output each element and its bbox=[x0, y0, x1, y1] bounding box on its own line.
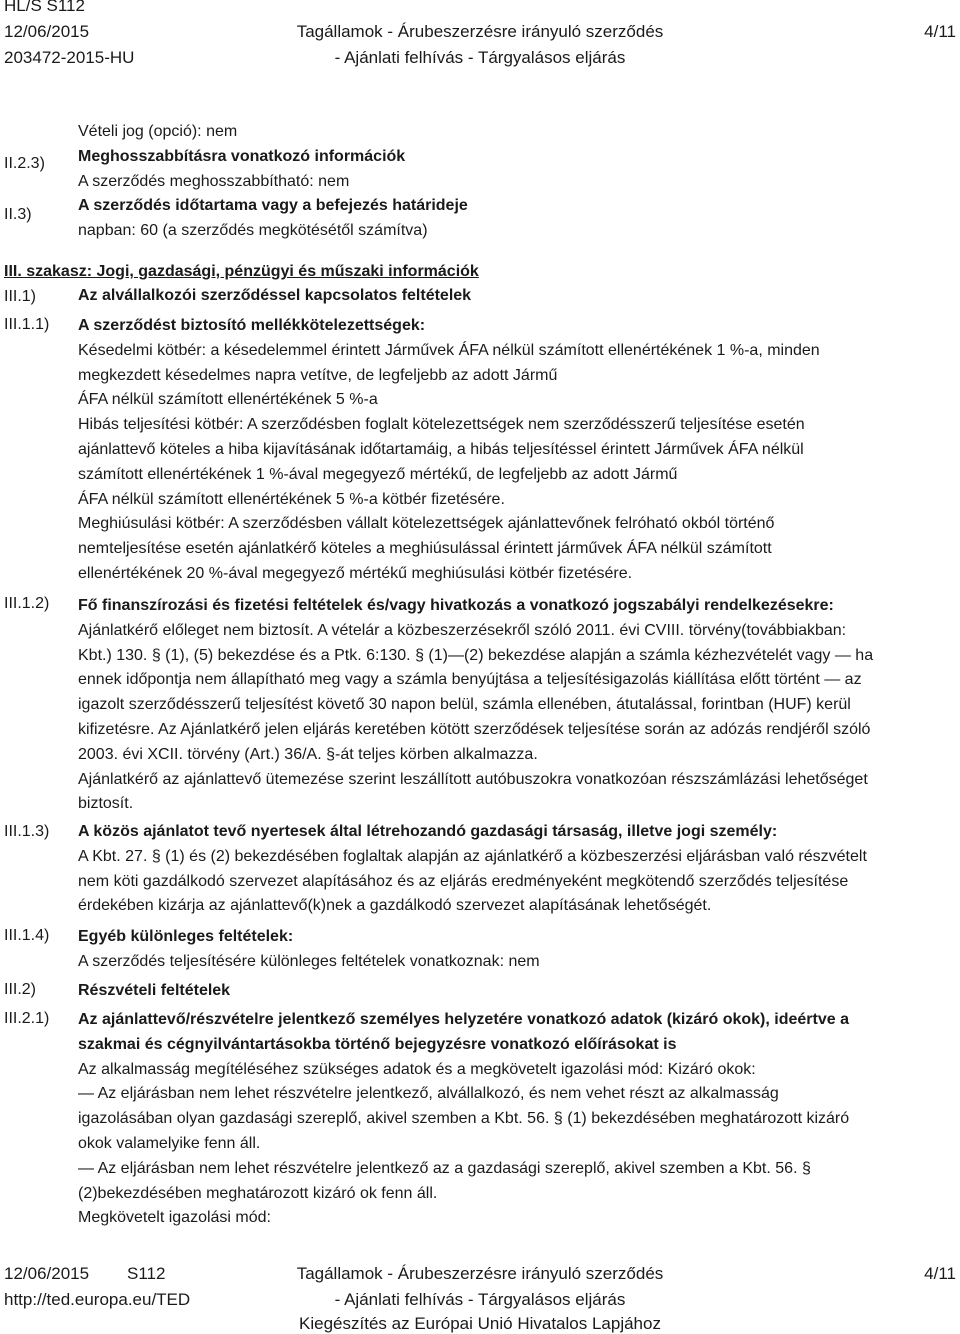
personal-situation-line: — Az eljárásban nem lehet részvételre jelentkező az a gazdasági szereplő, akivel szemben a Kbt. 56. § bbox=[78, 1159, 811, 1177]
financing-line: biztosít. bbox=[78, 795, 134, 813]
guarantee-heading: A szerződést biztosító mellékkötelezettségek: bbox=[78, 317, 426, 334]
financing-line: ennek időpontja nem állapítható meg vagy a számla benyújtása a teljesítésigazolás kiállítása előtt történt — az bbox=[78, 671, 862, 689]
footer-issue: S112 bbox=[127, 1264, 166, 1283]
header-title-line2: - Ajánlati felhívás - Tárgyalásos eljárás bbox=[334, 48, 626, 67]
personal-situation-line: Az alkalmasság megítéléséhez szükséges adatok és a megkövetelt igazolási mód: Kizáró okok: bbox=[78, 1060, 756, 1078]
financing-line: igazolt szerződésszerű teljesítést követő 30 napon belül, számla ellenében, átutalással, forintban (HUF) kerül bbox=[78, 696, 851, 714]
other-conditions-text: A szerződés teljesítésére különleges feltételek vonatkoznak: nem bbox=[78, 952, 540, 970]
footer-title-line1: Tagállamok - Árubeszerzésre irányuló szerződés bbox=[296, 1264, 664, 1283]
financing-line: Ajánlatkérő az ajánlattevő ütemezése szerint leszállított autóbuszokra vonatkozóan részszámlázási lehetőséget bbox=[78, 770, 868, 788]
section-number: II.3) bbox=[4, 206, 32, 223]
header-title-line1: Tagállamok - Árubeszerzésre irányuló szerződés bbox=[296, 22, 664, 41]
guarantee-line: ellenértékének 20 %-ával megegyező mértékű meghiúsulási kötbér fizetésére. bbox=[78, 564, 633, 582]
footer-url[interactable]: http://ted.europa.eu/TED bbox=[4, 1290, 191, 1309]
footer-date: 12/06/2015 bbox=[4, 1264, 90, 1283]
subcontract-heading: Az alvállalkozói szerződéssel kapcsolatos feltételek bbox=[78, 287, 472, 304]
personal-situation-line: (2)bekezdésében meghatározott kizáró ok fenn áll. bbox=[78, 1184, 438, 1202]
section-number: III.2.1) bbox=[4, 1010, 50, 1027]
guarantee-line: ajánlattevő köteles a hiba kijavításának időtartamáig, a hibás teljesítéssel érintett Járművek ÁFA nélkül bbox=[78, 440, 804, 458]
guarantee-line: Késedelmi kötbér: a késedelemmel érintett Járművek ÁFA nélkül számított ellenértékének 1 %-a, minden bbox=[78, 341, 820, 359]
guarantee-line: ÁFA nélkül számított ellenértékének 5 %-a bbox=[78, 391, 378, 409]
participation-heading: Részvételi feltételek bbox=[78, 982, 231, 999]
personal-situation-line: okok valamelyike fenn áll. bbox=[78, 1134, 261, 1152]
footer-page-number: 4/11 bbox=[924, 1264, 956, 1283]
doc-id: HL/S S112 bbox=[4, 0, 85, 15]
section-number: II.2.3) bbox=[4, 155, 45, 172]
financing-line: kifizetésre. Az Ajánlatkérő jelen eljárás keretében kötött szerződések teljesítése során az adózás rendjéről szóló bbox=[78, 720, 871, 738]
financing-line: Kbt.) 130. § (1), (5) bekezdése és a Ptk. 6:130. § (1)—(2) bekezdése alapján a számla kézhezvételét vagy — ha bbox=[78, 646, 874, 664]
personal-situation-line: — Az eljárásban nem lehet részvételre jelentkező, alvállalkozó, és nem vehet részt az alkalmasság bbox=[78, 1085, 779, 1103]
guarantee-line: számított ellenértékének 1 %-ával megegyező mértékű, de legfeljebb az adott Jármű bbox=[78, 465, 678, 483]
part3-heading: III. szakasz: Jogi, gazdasági, pénzügyi és műszaki információk bbox=[4, 263, 479, 280]
personal-situation-heading: szakmai és cégnyilvántartásokba történő bejegyzésre vonatkozó előírásokat is bbox=[78, 1035, 677, 1053]
guarantee-line: megkezdett késedelmes napra vetítve, de legfeljebb az adott Jármű bbox=[78, 366, 558, 384]
section-number: III.1.4) bbox=[4, 927, 50, 944]
guarantee-line: nemteljesítése esetén ajánlatkérő köteles a meghiúsulással érintett járművek ÁFA nélkül számított bbox=[78, 540, 772, 558]
guarantee-line: Hibás teljesítési kötbér: A szerződésben foglalt kötelezettségek nem szerződésszerű teljesítése esetén bbox=[78, 416, 805, 434]
duration-heading: A szerződés időtartama vagy a befejezés határideje bbox=[78, 197, 468, 215]
section-number: III.1.2) bbox=[4, 595, 50, 612]
joint-venture-line: nem köti gazdálkodó szervezet alapításához és az eljárás eredményeként megkötendő szerződés teljesítése bbox=[78, 872, 849, 890]
header-date: 12/06/2015 bbox=[4, 22, 90, 41]
guarantee-line: ÁFA nélkül számított ellenértékének 5 %-a kötbér fizetésére. bbox=[78, 490, 505, 508]
personal-situation-heading: Az ajánlattevő/részvételre jelentkező személyes helyzetére vonatkozó adatok (kizáró okok), ideértve a bbox=[78, 1011, 849, 1028]
financing-line: 2003. évi XCII. törvény (Art.) 36/A. §-át teljes körben alkalmazza. bbox=[78, 745, 538, 763]
section-number: III.1.1) bbox=[4, 316, 50, 333]
financing-line: Ajánlatkérő előleget nem biztosít. A vételár a közbeszerzésekről szóló 2011. évi CVIII. törvény(továbbiakban: bbox=[78, 621, 847, 639]
financing-heading: Fő finanszírozási és fizetési feltételek és/vagy hivatkozás a vonatkozó jogszabályi rendelkezésekre: bbox=[78, 597, 834, 614]
extension-text: A szerződés meghosszabbítható: nem bbox=[78, 172, 350, 190]
other-conditions-heading: Egyéb különleges feltételek: bbox=[78, 928, 294, 945]
personal-situation-line: igazolásában olyan gazdasági szereplő, akivel szemben a Kbt. 56. § (1) bekezdésében meghatározott kizáró bbox=[78, 1110, 850, 1128]
header-page-number: 4/11 bbox=[924, 22, 956, 41]
extension-heading: Meghosszabbításra vonatkozó információk bbox=[78, 147, 406, 165]
section-number: III.1) bbox=[4, 288, 37, 305]
guarantee-line: Meghiúsulási kötbér: A szerződésben vállalt kötelezettségek ajánlattevőnek felróható okból történő bbox=[78, 515, 775, 533]
option-text: Vételi jog (opció): nem bbox=[78, 123, 238, 140]
section-number: III.1.3) bbox=[4, 823, 50, 840]
notice-number: 203472-2015-HU bbox=[4, 48, 135, 67]
section-number: III.2) bbox=[4, 981, 37, 998]
joint-venture-heading: A közös ajánlatot tevő nyertesek által létrehozandó gazdasági társaság, illetve jogi személy: bbox=[78, 823, 778, 840]
duration-text: napban: 60 (a szerződés megkötésétől számítva) bbox=[78, 222, 428, 240]
personal-situation-line: Megkövetelt igazolási mód: bbox=[78, 1209, 271, 1227]
footer-title-line3: Kiegészítés az Európai Unió Hivatalos Lapjához bbox=[299, 1314, 661, 1333]
joint-venture-line: A Kbt. 27. § (1) és (2) bekezdésében foglaltak alapján az ajánlatkérő a közbeszerzési eljárásban való részvételt bbox=[78, 847, 867, 865]
footer-title-line2: - Ajánlati felhívás - Tárgyalásos eljárás bbox=[334, 1290, 626, 1309]
joint-venture-line: érdekében kizárja az ajánlattevő(k)nek a gazdálkodó szervezet alapításának lehetőségét. bbox=[78, 897, 712, 915]
